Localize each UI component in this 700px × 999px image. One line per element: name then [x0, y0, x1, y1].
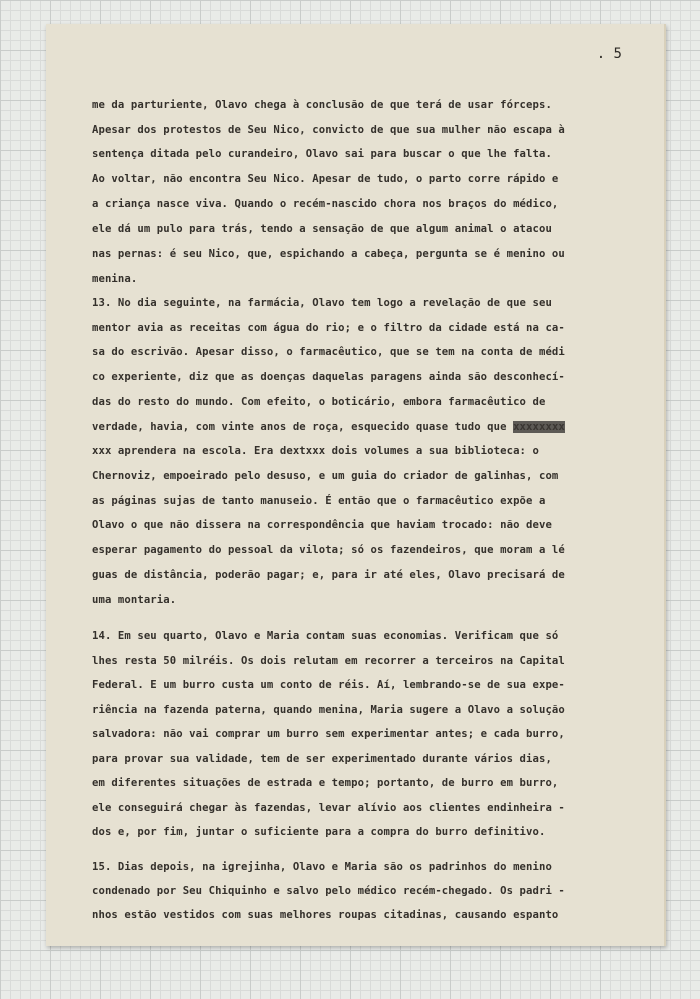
typed-page — [46, 24, 666, 946]
text-line: condenado por Seu Chiquinho e salvo pelo médico recém-chegado. Os padri - — [92, 885, 565, 897]
page-number: . 5 — [596, 46, 622, 62]
text-line: 13. No dia seguinte, na farmácia, Olavo tem logo a revelação de que seu — [92, 297, 552, 309]
text-line: 14. Em seu quarto, Olavo e Maria contam suas economias. Verificam que só — [92, 630, 559, 642]
text-line: lhes resta 50 milréis. Os dois relutam em recorrer a terceiros na Capital — [92, 655, 565, 667]
text-line: menina. — [92, 273, 138, 285]
text-line: Federal. E um burro custa um conto de réis. Aí, lembrando-se de sua expe- — [92, 679, 565, 691]
text-line: 15. Dias depois, na igrejinha, Olavo e Maria são os padrinhos do menino — [92, 861, 552, 873]
text-line: mentor avia as receitas com água do rio; e o filtro da cidade está na ca- — [92, 322, 565, 334]
text-line: nhos estão vestidos com suas melhores roupas citadinas, causando espanto — [92, 909, 559, 921]
text-line: salvadora: não vai comprar um burro sem experimentar antes; e cada burro, — [92, 728, 565, 740]
text-segment: verdade, havia, com vinte anos de roça, esquecido quase tudo que — [92, 421, 514, 433]
text-line: das do resto do mundo. Com efeito, o boticário, embora farmacêutico de — [92, 396, 546, 408]
text-line: xxx aprendera na escola. Era dextxxx dois volumes a sua biblioteca: o — [92, 445, 539, 457]
text-line: as páginas sujas de tanto manuseio. É então que o farmacêutico expõe a — [92, 495, 546, 507]
text-line: ele dá um pulo para trás, tendo a sensação de que algum animal o atacou — [92, 223, 552, 235]
text-line: dos e, por fim, juntar o suficiente para a compra do burro definitivo. — [92, 826, 546, 838]
text-line: Olavo o que não dissera na correspondência que haviam trocado: não deve — [92, 519, 552, 531]
text-line: esperar pagamento do pessoal da vilota; só os fazendeiros, que moram a lé — [92, 544, 565, 556]
struck-out-text: xxxxxxxx — [513, 421, 565, 433]
text-line: me da parturiente, Olavo chega à conclusão de que terá de usar fórceps. — [92, 99, 552, 111]
text-line: a criança nasce viva. Quando o recém-nascido chora nos braços do médico, — [92, 198, 559, 210]
text-line: co experiente, diz que as doenças daquelas paragens ainda são desconhecí- — [92, 371, 565, 383]
text-line: Ao voltar, não encontra Seu Nico. Apesar de tudo, o parto corre rápido e — [92, 173, 559, 185]
text-line: em diferentes situações de estrada e tempo; portanto, de burro em burro, — [92, 777, 559, 789]
text-line: Chernoviz, empoeirado pelo desuso, e um guia do criador de galinhas, com — [92, 470, 559, 482]
text-line: ele conseguirá chegar às fazendas, levar alívio aos clientes endinheira - — [92, 802, 565, 814]
text-line: nas pernas: é seu Nico, que, espichando a cabeça, pergunta se é menino ou — [92, 248, 565, 260]
text-line: sa do escrivão. Apesar disso, o farmacêutico, que se tem na conta de médi — [92, 346, 565, 358]
text-line: guas de distância, poderão pagar; e, para ir até eles, Olavo precisará de — [92, 569, 565, 581]
text-line: para provar sua validade, tem de ser experimentado durante vários dias, — [92, 753, 552, 765]
text-line: Apesar dos protestos de Seu Nico, convicto de que sua mulher não escapa à — [92, 124, 565, 136]
text-line: uma montaria. — [92, 594, 177, 606]
text-line — [92, 421, 565, 433]
text-line: sentença ditada pelo curandeiro, Olavo sai para buscar o que lhe falta. — [92, 148, 552, 160]
text-line: riência na fazenda paterna, quando menina, Maria sugere a Olavo a solução — [92, 704, 565, 716]
